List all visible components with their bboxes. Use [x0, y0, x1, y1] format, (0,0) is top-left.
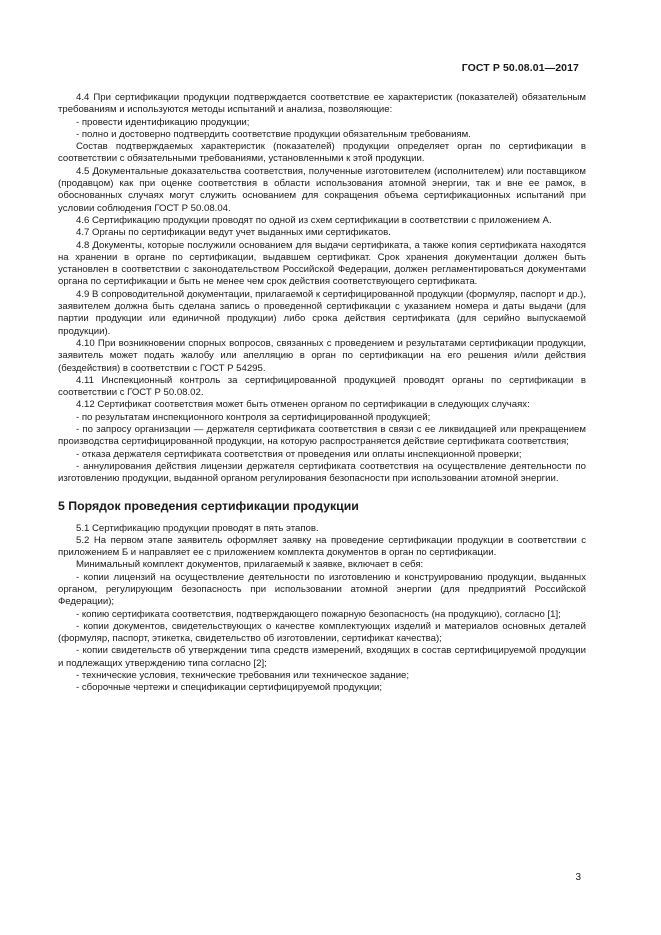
paragraph-4-8: 4.8 Документы, которые послужили основанием для выдачи сертификата, а также копия сертификата находятся на хранении в органе по сертификации, выдавшем сертификат. Срок хранения документации должен быть установлен в соответствии с законодательством Российской Федерации, должен регламентироваться документами органа по сертификации и быть не менее чем срок действия соответствующего сертификата.	[58, 239, 586, 288]
list-item: - копию сертификата соответствия, подтверждающего пожарную безопасность (на продукцию), согласно [1];	[76, 608, 561, 620]
list-item: - копии свидетельств об утверждении типа средств измерений, входящих в состав сертифицируемой продукции и подлежащих утверждению типа согласно [2];	[58, 645, 586, 669]
list-item: - по запросу организации — держателя сертификата соответствия в связи с ее ликвидацией или прекращением производства сертифицированной продукции, на которую распространяется действие сертификата соответствия;	[58, 424, 586, 448]
paragraph: Состав подтверждаемых характеристик (показателей) продукции определяет орган по сертификации в соответствии с обязательными требованиями, установленными к этой продукции.	[58, 141, 586, 165]
list-item: - полно и достоверно подтвердить соответствие продукции обязательным требованиям.	[76, 128, 471, 140]
paragraph-4-4: 4.4 При сертификации продукции подтверждается соответствие ее характеристик (показателей) обязательным требованиям и используются методы испытаний и анализа, позволяющие:	[58, 92, 586, 116]
paragraph: Минимальный комплект документов, прилагаемый к заявке, включает в себя:	[76, 559, 424, 571]
section-4-continued	[58, 92, 586, 486]
document-body	[58, 92, 586, 695]
paragraph-4-12: 4.12 Сертификат соответствия может быть отменен органом по сертификации в следующих случаях:	[76, 399, 530, 411]
paragraph-4-9: 4.9 В сопроводительной документации, прилагаемой к сертифицированной продукции (формуляр, паспорт и др.), заявителем должна быть сделана запись о проведенной сертификации с указанием номера и даты выдачи (для партии продукции или единичной продукции) либо срока действия сертификата (для серийно выпускаемой продукции).	[58, 288, 586, 337]
section-5	[58, 523, 586, 695]
list-item: - технические условия, технические требования или техническое задание;	[76, 670, 410, 682]
list-item: - копии лицензий на осуществление деятельности по изготовлению и конструированию продукции, выданных органом, регулирующим безопасность при использовании атомной энергии (для предприятий Российской Федерации);	[58, 571, 586, 608]
list-item: - сборочные чертежи и спецификации сертифицируемой продукции;	[76, 682, 383, 694]
paragraph-4-7: 4.7 Органы по сертификации ведут учет выданных ими сертификатов.	[76, 227, 391, 239]
paragraph-4-5: 4.5 Документальные доказательства соответствия, полученные изготовителем (исполнителем) или поставщиком (продавцом) как при оценке соответствия в области использования атомной энергии, так и вне ее рамок, в обоснованных случаях могут служить основанием для сокращения объема сертификационных испытаний при условии соблюдения ГОСТ Р 50.08.04.	[58, 165, 586, 214]
paragraph-4-6: 4.6 Сертификацию продукции проводят по одной из схем сертификации в соответствии с приложением А.	[76, 214, 552, 226]
page-number: 3	[575, 872, 581, 883]
paragraph-4-10: 4.10 При возникновении спорных вопросов, связанных с проведением и результатами сертификации продукции, заявитель может подать жалобу или апелляцию в орган по сертификации на его решения и/или действия (бездействия) в соответствии с ГОСТ Р 54295.	[58, 337, 586, 374]
paragraph-5-2: 5.2 На первом этапе заявитель оформляет заявку на проведение сертификации продукции в соответствии с приложением Б и направляет ее с приложением комплекта документов в орган по сертификации.	[58, 534, 586, 559]
section-5-title: 5 Порядок проведения сертификации продукции	[58, 498, 359, 513]
document-code-header: ГОСТ Р 50.08.01—2017	[461, 62, 579, 74]
list-item: - аннулирования действия лицензии держателя сертификата соответствия на осуществление деятельности по изготовлению продукции, выданной органом регулирования безопасности при использовании атомной энергии.	[58, 460, 586, 485]
list-item: - провести идентификацию продукции;	[76, 116, 250, 128]
paragraph-5-1: 5.1 Сертификацию продукции проводят в пять этапов.	[76, 522, 319, 534]
list-item: - по результатам инспекционного контроля за сертифицированной продукцией;	[76, 411, 431, 423]
paragraph-4-11: 4.11 Инспекционный контроль за сертифицированной продукцией проводят органы по сертификации в соответствии с ГОСТ Р 50.08.02.	[58, 374, 586, 399]
list-item: - копии документов, свидетельствующих о качестве комплектующих изделий и материалов основных деталей (формуляр, паспорт, этикетка, свидетельство об изготовлении, сертификат качества);	[58, 620, 586, 645]
list-item: - отказа держателя сертификата соответствия от проведения или оплаты инспекционной проверки;	[76, 448, 522, 460]
